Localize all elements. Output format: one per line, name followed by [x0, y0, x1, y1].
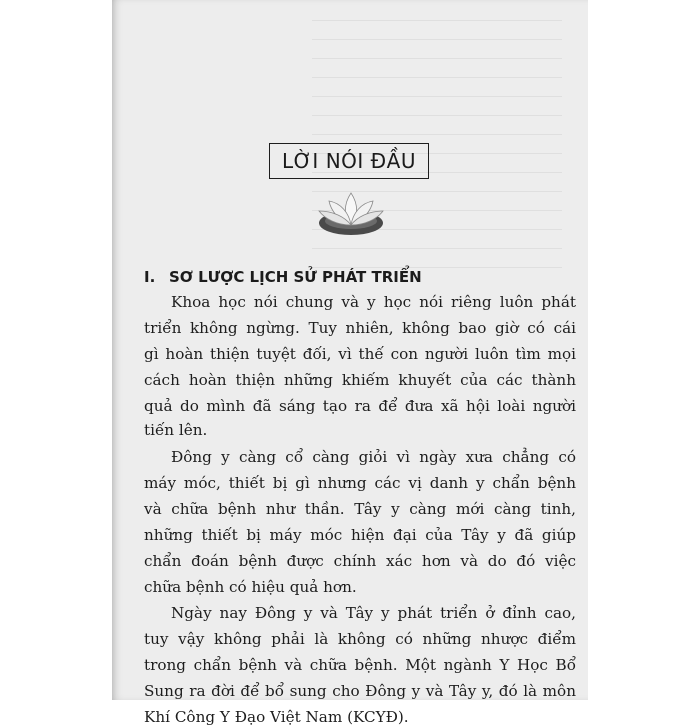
text-line: tiến lên. — [144, 421, 208, 439]
right-margin — [588, 0, 700, 700]
text-line: Sung ra đời để bổ sung cho Đông y và Tây y, đó là môn — [144, 682, 576, 700]
text-line: quả do mình đã sáng tạo ra để đưa xã hội loài người — [144, 397, 576, 415]
section-heading — [144, 268, 422, 286]
text-line: chẩn đoán bệnh được chính xác hơn và do đó việc — [144, 552, 576, 570]
text-line: và chữa bệnh như thần. Tây y càng mới càng tinh, — [144, 500, 576, 518]
text-line: gì hoàn thiện tuyệt đối, vì thế con người luôn tìm mọi — [144, 345, 576, 363]
text-line: máy móc, thiết bị gì nhưng các vị danh y chẩn bệnh — [144, 474, 576, 492]
text-line: Khoa học nói chung và y học nói riêng luôn phát — [171, 293, 576, 311]
text-line: những thiết bị máy móc hiện đại của Tây y đã giúp — [144, 526, 576, 544]
text-line: triển không ngừng. Tuy nhiên, không bao giờ có cái — [144, 319, 576, 337]
text-line: cách hoàn thiện những khiếm khuyết của các thành — [144, 371, 576, 389]
heading-box — [269, 143, 429, 179]
section-number: I. — [144, 268, 156, 286]
text-line: trong chẩn bệnh và chữa bệnh. Một ngành Y Học Bổ — [144, 656, 576, 674]
text-line: Khí Công Y Đạo Việt Nam (KCYĐ). — [144, 708, 409, 726]
page-heading: LỜI NÓI ĐẦU — [282, 149, 416, 173]
left-margin — [0, 0, 112, 700]
text-line: Đông y càng cổ càng giỏi vì ngày xưa chẳng có — [171, 448, 576, 466]
book-page — [112, 0, 588, 726]
lotus-icon — [311, 187, 391, 241]
text-line: chữa bệnh có hiệu quả hơn. — [144, 578, 357, 596]
text-line: Ngày nay Đông y và Tây y phát triển ở đỉnh cao, — [171, 604, 576, 622]
text-line: tuy vậy không phải là không có những nhược điểm — [144, 630, 576, 648]
section-title: SƠ LƯỢC LỊCH SỬ PHÁT TRIỂN — [169, 268, 422, 286]
